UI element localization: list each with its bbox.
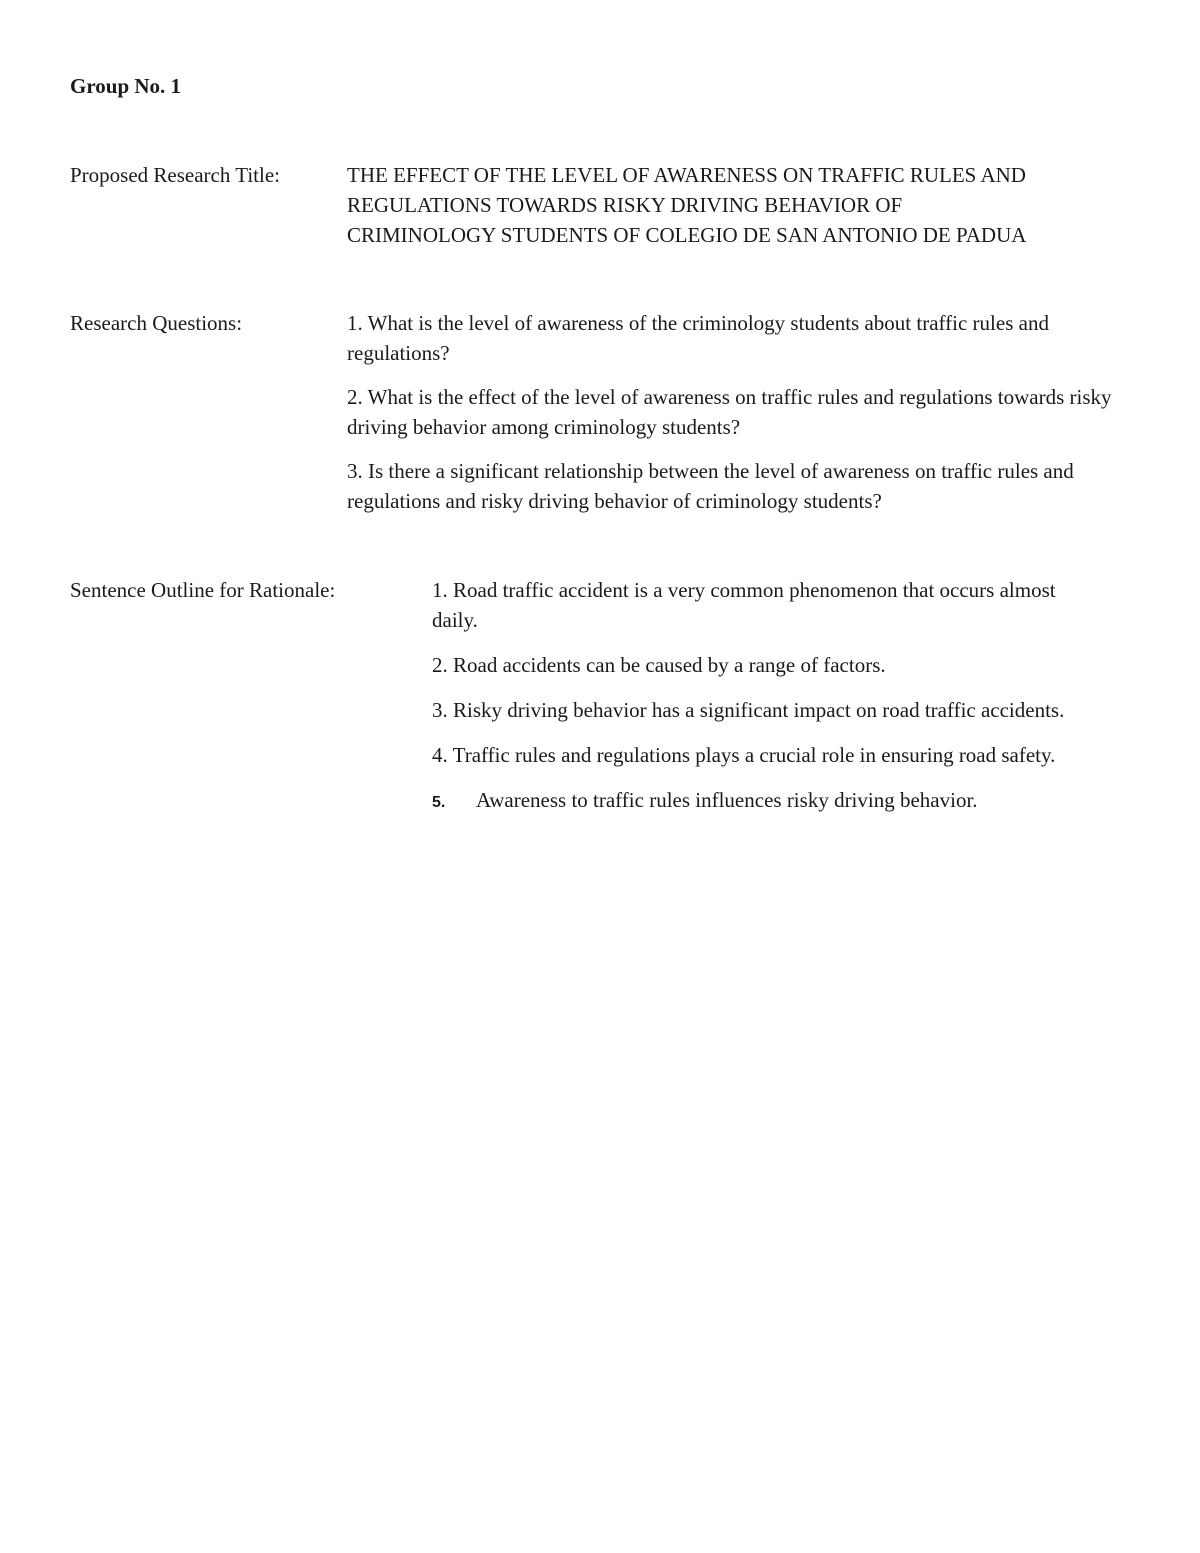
research-question-item: 1. What is the level of awareness of the criminology students about traffic rules and regulations?	[347, 311, 1049, 365]
proposed-title-line: CRIMINOLOGY STUDENTS OF COLEGIO DE SAN ANTONIO DE PADUA	[347, 223, 1027, 247]
rationale-outline-list	[432, 575, 1092, 833]
proposed-title-line: THE EFFECT OF THE LEVEL OF AWARENESS ON TRAFFIC RULES AND	[347, 163, 1026, 187]
research-questions-label: Research Questions:	[70, 311, 243, 335]
group-heading: Group No. 1	[70, 74, 182, 98]
rationale-item-number: 5.	[432, 794, 446, 811]
research-question-item: 3. Is there a significant relationship between the level of awareness on traffic rules and regulations and risky driving behavior of criminology students?	[347, 459, 1074, 513]
proposed-title-label: Proposed Research Title:	[70, 163, 280, 187]
rationale-item: 3. Risky driving behavior has a significant impact on road traffic accidents.	[432, 698, 1065, 722]
rationale-item-last	[432, 785, 1092, 818]
rationale-item-text: Awareness to traffic rules influences risky driving behavior.	[476, 788, 978, 812]
proposed-title-text	[347, 160, 1147, 250]
proposed-title-line: REGULATIONS TOWARDS RISKY DRIVING BEHAVIOR OF	[347, 193, 903, 217]
research-question-item: 2. What is the effect of the level of awareness on traffic rules and regulations towards risky driving behavior among criminology students?	[347, 385, 1112, 439]
research-questions-list	[347, 308, 1147, 530]
rationale-item: 4. Traffic rules and regulations plays a crucial role in ensuring road safety.	[432, 743, 1056, 767]
rationale-outline-label: Sentence Outline for Rationale:	[70, 578, 336, 602]
rationale-item: 2. Road accidents can be caused by a range of factors.	[432, 653, 886, 677]
rationale-item: 1. Road traffic accident is a very common phenomenon that occurs almost daily.	[432, 578, 1056, 632]
